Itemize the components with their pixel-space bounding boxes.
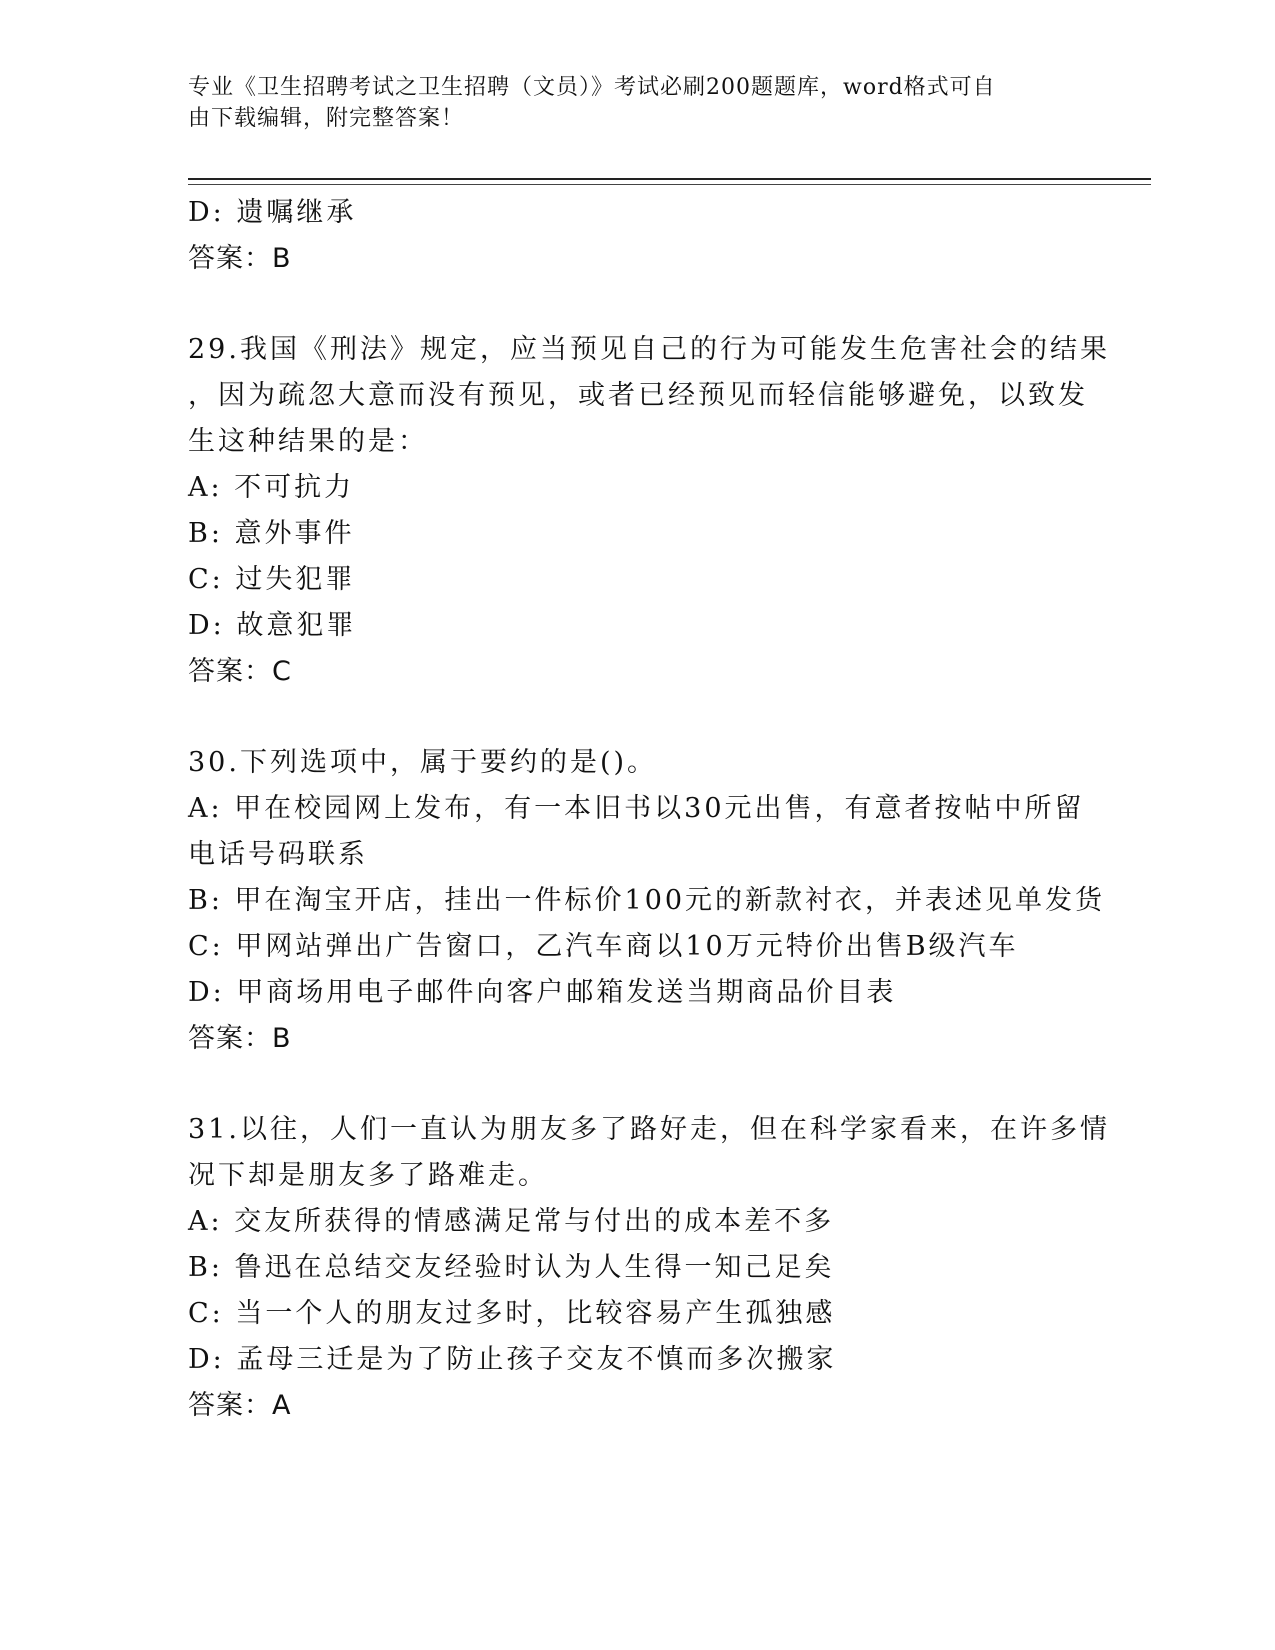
option-c: C: 过失犯罪 — [188, 564, 356, 595]
option-a-continuation: 电话号码联系 — [188, 839, 368, 870]
spacer — [188, 1062, 1088, 1107]
header-line-2: 由下载编辑，附完整答案！ — [188, 106, 465, 131]
option-b: B: 甲在淘宝开店，挂出一件标价100元的新款衬衣，并表述见单发货 — [188, 885, 1106, 916]
option-c: C: 甲网站弹出广告窗口，乙汽车商以10万元特价出售B级汽车 — [188, 931, 1019, 962]
question-29 — [188, 327, 1110, 695]
header-divider — [188, 178, 1151, 180]
question-stem-line: 况下却是朋友多了路难走。 — [188, 1160, 548, 1191]
answer-line: 答案：A — [188, 1390, 292, 1421]
option-a: A: 不可抗力 — [188, 472, 355, 503]
option-b: B: 鲁迅在总结交友经验时认为人生得一知己足矣 — [188, 1252, 835, 1283]
option-d: D: 孟母三迁是为了防止孩子交友不慎而多次搬家 — [188, 1344, 837, 1375]
option-a: A: 交友所获得的情感满足常与付出的成本差不多 — [188, 1206, 835, 1237]
spacer — [188, 695, 1088, 740]
option-d: D: 遗嘱继承 — [188, 197, 357, 228]
question-stem-line: 生这种结果的是： — [188, 426, 428, 457]
option-b: B: 意外事件 — [188, 518, 355, 549]
previous-question-tail — [188, 190, 1088, 282]
spacer — [188, 282, 1088, 327]
option-d: D: 甲商场用电子邮件向客户邮箱发送当期商品价目表 — [188, 977, 897, 1008]
question-stem-line: ，因为疏忽大意而没有预见，或者已经预见而轻信能够避免，以致发 — [188, 380, 1088, 411]
answer-line: 答案：C — [188, 656, 292, 687]
question-31 — [188, 1107, 1110, 1429]
option-c: C: 当一个人的朋友过多时，比较容易产生孤独感 — [188, 1298, 836, 1329]
document-header — [188, 72, 1068, 134]
question-stem-line: 29.我国《刑法》规定，应当预见自己的行为可能发生危害社会的结果 — [188, 334, 1110, 365]
answer-line: 答案：B — [188, 243, 292, 274]
option-d: D: 故意犯罪 — [188, 610, 357, 641]
option-a: A: 甲在校园网上发布，有一本旧书以30元出售，有意者按帖中所留 — [188, 793, 1085, 824]
header-divider-thin — [188, 184, 1151, 185]
question-stem-line: 31.以往，人们一直认为朋友多了路好走，但在科学家看来，在许多情 — [188, 1114, 1110, 1145]
answer-line: 答案：B — [188, 1023, 292, 1054]
document-body — [188, 190, 1110, 1429]
header-line-1: 专业《卫生招聘考试之卫生招聘（文员）》考试必刷200题题库，word格式可自 — [188, 75, 996, 100]
question-stem-line: 30.下列选项中，属于要约的是()。 — [188, 747, 658, 778]
question-30 — [188, 740, 1106, 1062]
